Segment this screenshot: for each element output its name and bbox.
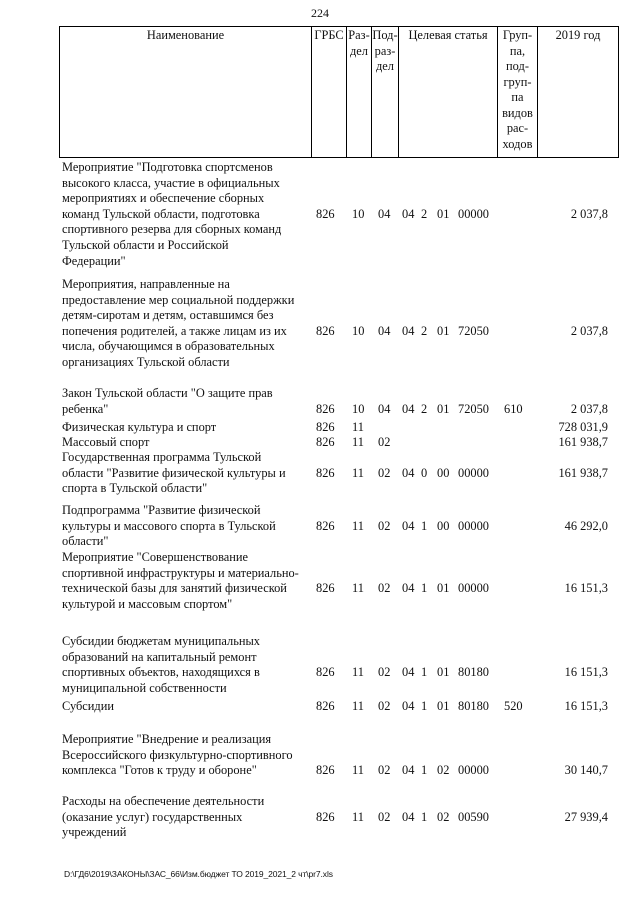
direction-code: 00590 [458, 809, 489, 824]
amount-2019: 161 938,7 [558, 465, 608, 480]
row-name: Мероприятие "Внедрение и реализация Всероссийского физкультурно-спортивного комплекса "Готов к труду и обороне" [62, 732, 293, 778]
razdel-code: 11 [352, 581, 364, 596]
podrazdel-code: 02 [378, 665, 391, 680]
program-code: 04 [402, 206, 415, 221]
subprogram-code: 0 [421, 465, 428, 480]
subprogram-code: 1 [421, 763, 428, 778]
razdel-code: 11 [352, 699, 364, 713]
program-code: 04 [402, 581, 415, 596]
podrazdel-code: 02 [378, 465, 391, 480]
direction-code: 00000 [458, 763, 489, 778]
amount-2019: 46 292,0 [564, 518, 608, 533]
event-code: 01 [437, 206, 450, 221]
direction-code: 72050 [458, 401, 489, 416]
file-path-footer: D:\ГД6\2019\ЗАКОНЫ\ЗАС_66\Изм.бюджет ТО 2019_2021_2 чт\pr7.xls [64, 869, 333, 879]
program-code: 04 [402, 809, 415, 824]
amount-2019: 2 037,8 [570, 323, 608, 338]
amount-2019: 161 938,7 [558, 435, 608, 449]
subprogram-code: 1 [421, 665, 428, 680]
row-name: Расходы на обеспечение деятельности (оказание услуг) государственных учреждений [62, 794, 265, 840]
subprogram-code: 1 [421, 581, 428, 596]
row-name: Физическая культура и спорт [62, 420, 217, 434]
razdel-code: 11 [352, 420, 364, 434]
direction-code: 72050 [458, 323, 489, 338]
row-name: Мероприятия, направленные на предоставление мер социальной поддержки детям-сиротам и детям, оставшимся без попечения родителей, а также лицам из их числа, обучающимся в образовательных организациях Тульской области [62, 277, 295, 369]
subprogram-code: 2 [421, 206, 428, 221]
row-name: Мероприятие "Совершенствование спортивной инфраструктуры и материально- технической базы для занятий физической культурой и массовым спортом" [62, 550, 299, 611]
razdel-code: 11 [352, 518, 364, 533]
podrazdel-code: 02 [378, 763, 391, 778]
amount-2019: 16 151,3 [564, 581, 608, 596]
event-code: 02 [437, 809, 450, 824]
grbs-code: 826 [316, 420, 335, 434]
header-vid-raskhodov: Груп- па, под- груп- па видов рас- ходов [498, 27, 538, 158]
amount-2019: 728 031,9 [558, 420, 608, 434]
program-code: 04 [402, 323, 415, 338]
grbs-code: 826 [316, 699, 335, 713]
podrazdel-code: 02 [378, 581, 391, 596]
podrazdel-code: 02 [378, 809, 391, 824]
grbs-code: 826 [316, 809, 335, 824]
grbs-code: 826 [316, 323, 335, 338]
program-code: 04 [402, 763, 415, 778]
direction-code: 00000 [458, 465, 489, 480]
razdel-code: 11 [352, 763, 364, 778]
row-name: Мероприятие "Подготовка спортсменов высокого класса, участие в официальных мероприятиях и обеспечение сборных команд Тульской области, подготовка спортивного резерва для сборных команд Тульской области и Российской Федерации" [62, 160, 282, 268]
subprogram-code: 1 [421, 809, 428, 824]
razdel-code: 11 [352, 809, 364, 824]
razdel-code: 10 [352, 206, 365, 221]
event-code: 01 [437, 581, 450, 596]
expense-type-code: 610 [504, 401, 523, 416]
direction-code: 80180 [458, 665, 489, 680]
grbs-code: 826 [316, 763, 335, 778]
row-name: Закон Тульской области "О защите прав ребенка" [62, 386, 273, 416]
program-code: 04 [402, 665, 415, 680]
program-code: 04 [402, 699, 415, 713]
grbs-code: 826 [316, 401, 335, 416]
subprogram-code: 1 [421, 699, 428, 713]
amount-2019: 27 939,4 [564, 809, 608, 824]
grbs-code: 826 [316, 465, 335, 480]
header-grbs: ГРБС [312, 27, 347, 158]
podrazdel-code: 04 [378, 206, 391, 221]
razdel-code: 11 [352, 435, 364, 449]
page-number: 224 [311, 6, 329, 20]
header-name: Наименование [60, 27, 312, 158]
program-code: 04 [402, 401, 415, 416]
direction-code: 00000 [458, 206, 489, 221]
table-header [59, 26, 619, 158]
podrazdel-code: 02 [378, 699, 391, 713]
row-name: Государственная программа Тульской области "Развитие физической культуры и спорта в Тульской области" [62, 450, 286, 496]
event-code: 01 [437, 665, 450, 680]
razdel-code: 11 [352, 465, 364, 480]
razdel-code: 10 [352, 323, 365, 338]
subprogram-code: 2 [421, 323, 428, 338]
grbs-code: 826 [316, 206, 335, 221]
event-code: 02 [437, 763, 450, 778]
header-tselevaya-statya: Целевая статья [399, 27, 498, 158]
program-code: 04 [402, 465, 415, 480]
row-name: Субсидии бюджетам муниципальных образований на капитальный ремонт спортивных объектов, находящихся в муниципальной собственности [62, 634, 261, 695]
podrazdel-code: 02 [378, 518, 391, 533]
amount-2019: 30 140,7 [564, 763, 608, 778]
expense-type-code: 520 [504, 699, 523, 713]
direction-code: 80180 [458, 699, 489, 713]
grbs-code: 826 [316, 518, 335, 533]
direction-code: 00000 [458, 518, 489, 533]
event-code: 01 [437, 323, 450, 338]
podrazdel-code: 04 [378, 401, 391, 416]
grbs-code: 826 [316, 435, 335, 449]
amount-2019: 2 037,8 [570, 401, 608, 416]
event-code: 01 [437, 401, 450, 416]
grbs-code: 826 [316, 581, 335, 596]
razdel-code: 10 [352, 401, 365, 416]
grbs-code: 826 [316, 665, 335, 680]
header-year: 2019 год [538, 27, 619, 158]
event-code: 00 [437, 518, 450, 533]
podrazdel-code: 02 [378, 435, 391, 449]
header-razdel: Раз- дел [347, 27, 372, 158]
direction-code: 00000 [458, 581, 489, 596]
row-name: Субсидии [62, 699, 114, 713]
razdel-code: 11 [352, 665, 364, 680]
podrazdel-code: 04 [378, 323, 391, 338]
row-name: Подпрограмма "Развитие физической культуры и массового спорта в Тульской области" [62, 503, 276, 549]
subprogram-code: 2 [421, 401, 428, 416]
row-name: Массовый спорт [62, 435, 150, 449]
event-code: 01 [437, 699, 450, 713]
event-code: 00 [437, 465, 450, 480]
header-podrazdel: Под- раз- дел [372, 27, 399, 158]
subprogram-code: 1 [421, 518, 428, 533]
program-code: 04 [402, 518, 415, 533]
amount-2019: 2 037,8 [570, 206, 608, 221]
amount-2019: 16 151,3 [564, 665, 608, 680]
amount-2019: 16 151,3 [564, 699, 608, 713]
